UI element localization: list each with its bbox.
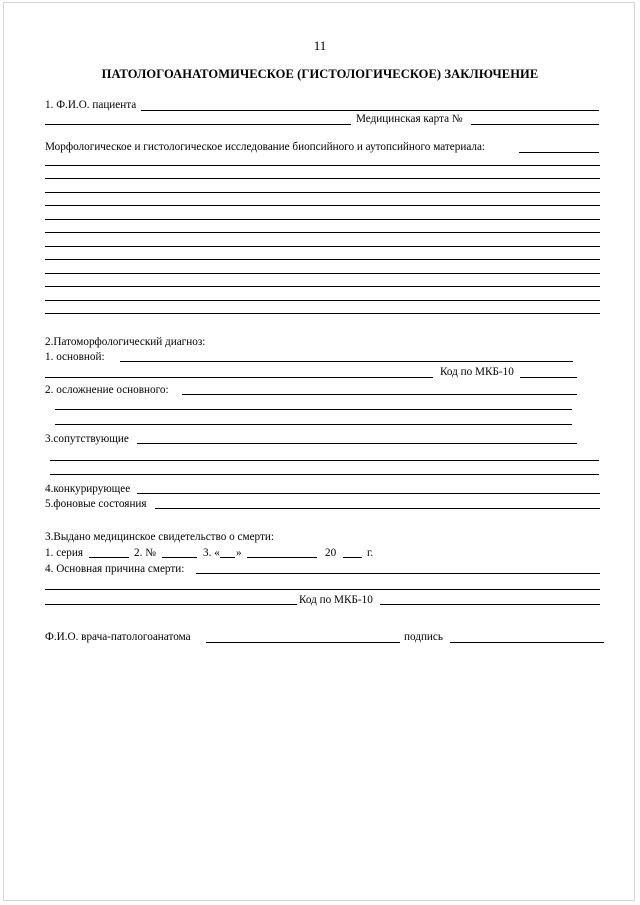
- cause-label: 4. Основная причина смерти:: [45, 563, 185, 575]
- concomitant-line[interactable]: [50, 460, 599, 461]
- date-month-field[interactable]: [247, 557, 317, 558]
- study-field[interactable]: [519, 152, 599, 153]
- patient-fio-field[interactable]: [141, 110, 599, 111]
- study-line[interactable]: [45, 165, 600, 166]
- number-field[interactable]: [162, 557, 197, 558]
- year-label: 20: [325, 547, 337, 559]
- diagnosis-icd-label: Код по МКБ-10: [440, 366, 514, 378]
- number-label: 2. №: [134, 547, 156, 559]
- diagnosis-main-field[interactable]: [120, 361, 573, 362]
- patient-fio-field-2[interactable]: [45, 124, 351, 125]
- year-field[interactable]: [343, 557, 362, 558]
- certificate-heading: 3.Выдано медицинское свидетельство о смерти:: [45, 531, 274, 543]
- study-line[interactable]: [45, 232, 600, 233]
- cause-line[interactable]: [45, 589, 600, 590]
- signature-label: подпись: [404, 631, 443, 643]
- study-line[interactable]: [45, 313, 600, 314]
- complication-field[interactable]: [182, 394, 577, 395]
- diagnosis-icd-field[interactable]: [520, 377, 577, 378]
- concomitant-label: 3.сопутствующие: [45, 433, 129, 445]
- study-line[interactable]: [45, 259, 600, 260]
- doctor-fio-field[interactable]: [206, 642, 400, 643]
- cause-field[interactable]: [196, 573, 600, 574]
- study-line[interactable]: [45, 205, 600, 206]
- series-label: 1. серия: [45, 547, 83, 559]
- diagnosis-heading: 2.Патоморфологический диагноз:: [45, 336, 206, 348]
- competing-label: 4.конкурирующее: [45, 483, 131, 495]
- page-frame: [3, 2, 635, 901]
- study-line[interactable]: [45, 219, 600, 220]
- medcard-label: Медицинская карта №: [356, 113, 463, 125]
- date-day-field[interactable]: [220, 557, 235, 558]
- study-line[interactable]: [45, 286, 600, 287]
- diagnosis-main-label: 1. основной:: [45, 351, 105, 363]
- study-line[interactable]: [45, 192, 600, 193]
- background-field[interactable]: [155, 508, 600, 509]
- competing-field[interactable]: [137, 493, 600, 494]
- concomitant-field[interactable]: [137, 443, 577, 444]
- date-open-label: 3. «: [203, 547, 220, 559]
- complication-label: 2. осложнение основного:: [45, 384, 169, 396]
- study-line[interactable]: [45, 300, 600, 301]
- series-field[interactable]: [89, 557, 129, 558]
- medcard-number-field[interactable]: [471, 124, 599, 125]
- cause-icd-field[interactable]: [380, 604, 600, 605]
- signature-field[interactable]: [450, 642, 604, 643]
- year-suffix: г.: [367, 547, 374, 559]
- diagnosis-main-field-2[interactable]: [45, 377, 433, 378]
- cause-line-2[interactable]: [45, 604, 297, 605]
- study-line[interactable]: [45, 273, 600, 274]
- cause-icd-label: Код по МКБ-10: [299, 594, 373, 606]
- page-number: 11: [313, 38, 327, 53]
- patient-fio-label: 1. Ф.И.О. пациента: [45, 99, 137, 111]
- study-label: Морфологическое и гистологическое исследование биопсийного и аутопсийного материала:: [45, 141, 486, 153]
- study-line[interactable]: [45, 246, 600, 247]
- document-title: ПАТОЛОГОАНАТОМИЧЕСКОЕ (ГИСТОЛОГИЧЕСКОЕ) ЗАКЛЮЧЕНИЕ: [101, 67, 539, 81]
- complication-line[interactable]: [55, 424, 572, 425]
- concomitant-line[interactable]: [50, 474, 599, 475]
- complication-line[interactable]: [55, 409, 572, 410]
- date-close-label: »: [236, 547, 242, 559]
- background-label: 5.фоновые состояния: [45, 498, 147, 510]
- doctor-fio-label: Ф.И.О. врача-патологоанатома: [45, 631, 191, 643]
- study-line[interactable]: [45, 178, 600, 179]
